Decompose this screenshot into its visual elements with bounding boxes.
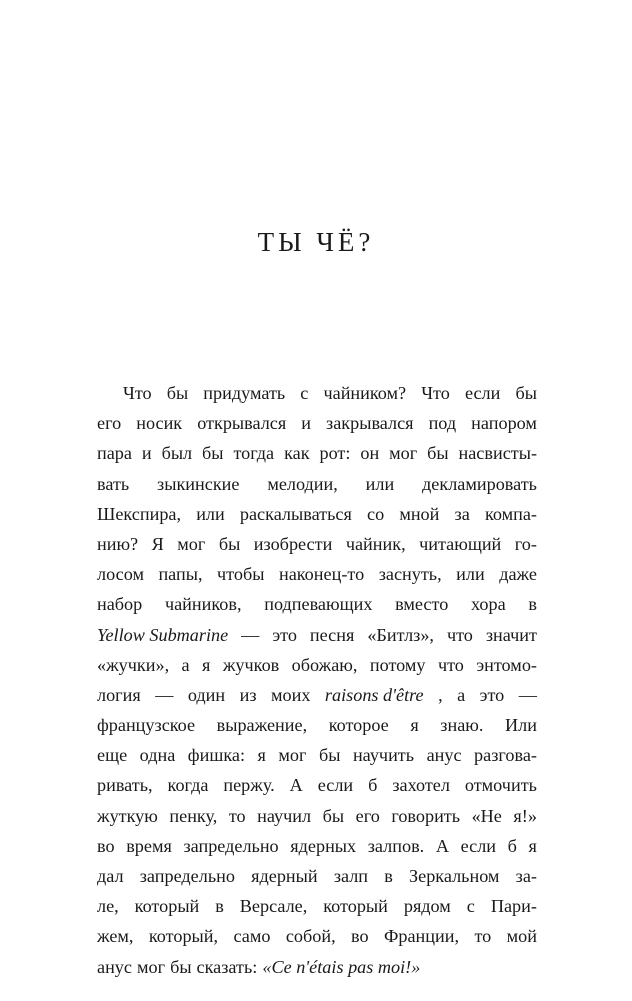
word: его [355,805,380,826]
text-line [97,650,537,680]
word: ядерных [290,835,357,856]
word: который [323,896,388,917]
word: во [351,926,369,947]
word: из [239,684,257,705]
word: чтобы [217,564,265,585]
word: наконец-то [278,564,365,585]
italic-word: raisons d'être [324,684,424,705]
word: как [284,443,310,464]
word: я [410,715,419,736]
word: чайник, [345,533,406,554]
word: открывался [197,413,287,434]
word: и [141,443,152,464]
italic-word: «Ce n'étais pas moi!» [262,956,421,977]
word: выражение, [216,715,308,736]
word: декламировать [422,473,537,494]
word: то [474,926,492,947]
word: — [241,624,260,645]
word: Что [123,383,152,403]
word: потому [369,654,426,675]
word: мог [136,956,166,977]
text-line [97,710,537,740]
word: Зеркальном [409,866,500,886]
text-line [97,770,537,800]
word: лосом [97,564,144,585]
word: раскалываться [239,503,352,524]
word: который, [148,926,219,947]
word: что [437,654,464,675]
word: жуткую [97,805,158,826]
word: и [301,413,311,434]
word: под [428,413,457,434]
word: читающий [419,533,502,554]
word: рядом [403,896,451,917]
word: жучков [222,654,280,675]
word: энтомо- [476,654,537,675]
word: сказать: [196,956,258,977]
word: дал [97,866,124,886]
word: вместо [395,594,449,615]
word: ривать, [97,775,153,796]
text-line [97,801,537,831]
word: изобрести [253,533,333,554]
body-paragraph [97,378,537,982]
word: закрывался [326,413,414,434]
word: который [134,896,200,917]
word: это [272,624,297,645]
word: само [233,926,271,947]
text-line [97,438,537,468]
word: был [161,443,193,464]
word: мелодии, [267,473,338,494]
word: со [367,503,385,524]
word: собой, [285,926,336,947]
word: это [479,684,505,705]
word: набор [97,594,143,615]
word: во [97,835,115,856]
word: бы [218,533,241,554]
word: с [300,383,309,403]
word: отмочить [464,775,537,796]
word: чайников, [164,594,242,615]
word: запредельно [139,866,235,886]
word: с [466,896,475,917]
italic-word: Yellow Submarine [97,624,229,645]
word: «жучки», [97,654,170,675]
word: за [454,503,470,524]
word: я!» [513,805,537,826]
word: обожаю, [291,654,358,675]
text-line [97,529,537,559]
word: его [97,413,122,434]
text-line [97,469,537,499]
word: в [384,866,393,886]
word: моих [271,684,311,705]
word: пержу. [223,775,275,796]
word: б [368,775,378,796]
word: говорить [391,805,461,826]
word: папы, [158,564,203,585]
word: бы [427,443,449,464]
word: еще [97,745,128,766]
word: «Не [471,805,502,826]
word: пара [97,443,132,464]
word: «Битлз», [367,624,434,645]
word: — [155,684,174,705]
word: мог [278,745,307,766]
word: , [438,684,443,705]
word: я [257,745,266,766]
word: рот: [319,443,351,464]
word: чайником? [323,383,407,403]
word: если [317,775,354,796]
word: то [228,805,246,826]
word: бы [170,956,192,977]
word: б [507,835,517,856]
word: даже [499,564,537,585]
word: бы [322,805,345,826]
word: за- [515,866,537,886]
word: жем, [97,926,134,947]
word: напором [471,413,537,434]
word: пенку, [169,805,218,826]
word: компа- [484,503,537,524]
text-line [97,952,537,982]
word: в [215,896,224,917]
word: бы [318,745,341,766]
word: насвисты- [458,443,537,464]
word: я [528,835,537,856]
word: фишка: [187,745,246,766]
word: ле, [97,896,119,917]
chapter-title: ТЫ ЧЁ? [257,227,375,257]
word: что [446,624,473,645]
word: заснуть, [378,564,442,585]
word: одна [139,745,176,766]
word: время [126,835,172,856]
word: когда [167,775,209,796]
word: захотел [392,775,450,796]
word: мной [399,503,440,524]
text-line [97,861,537,891]
word: го- [514,533,537,554]
word: Шекспира, [97,503,182,524]
word: знаю. [440,715,484,736]
word: или [196,503,225,524]
word: подпевающих [264,594,373,615]
word: значит [485,624,537,645]
word: научил [257,805,312,826]
word: А [289,775,303,796]
word: залпов. [367,835,425,856]
text-line [97,589,537,619]
word: придумать [203,383,286,403]
word: которое [328,715,389,736]
word: анус [97,956,132,977]
word: или [456,564,485,585]
word: или [365,473,395,494]
word: мой [506,926,537,947]
text-line [97,921,537,951]
word: А [435,835,449,856]
word: ядерный [251,866,318,886]
word: Пари- [490,896,537,917]
word: а [457,684,466,705]
text-line [97,891,537,921]
word: логия [97,684,141,705]
word: — [518,684,537,705]
word: Что [421,383,450,403]
text-line [97,499,537,529]
word: если [460,835,497,856]
word: мог [389,443,418,464]
word: научить [352,745,415,766]
word: песня [309,624,355,645]
word: нию? [97,533,139,554]
word: бы [166,383,189,403]
text-line [97,620,537,650]
word: один [187,684,226,705]
text-line [97,740,537,770]
word: мог [177,533,206,554]
text-line [97,559,537,589]
word: Франции, [384,926,460,947]
word: бы [202,443,224,464]
word: разгова- [474,745,537,766]
word: зыкинские [157,473,240,494]
text-line [97,680,537,710]
word: бы [515,383,537,403]
word: залп [333,866,369,886]
word: Я [151,533,164,554]
word: он [360,443,380,464]
word: вать [97,473,130,494]
text-line [97,408,537,438]
word: тогда [233,443,275,464]
word: запредельно [183,835,279,856]
word: Или [505,715,537,736]
word: французское [97,715,196,736]
word: в [528,594,537,615]
word: носик [136,413,183,434]
word: я [202,654,211,675]
text-line [97,378,537,408]
word: анус [426,745,462,766]
word: если [464,383,501,403]
word: а [181,654,190,675]
word: хора [471,594,506,615]
text-line [97,831,537,861]
word: Версале, [239,896,308,917]
